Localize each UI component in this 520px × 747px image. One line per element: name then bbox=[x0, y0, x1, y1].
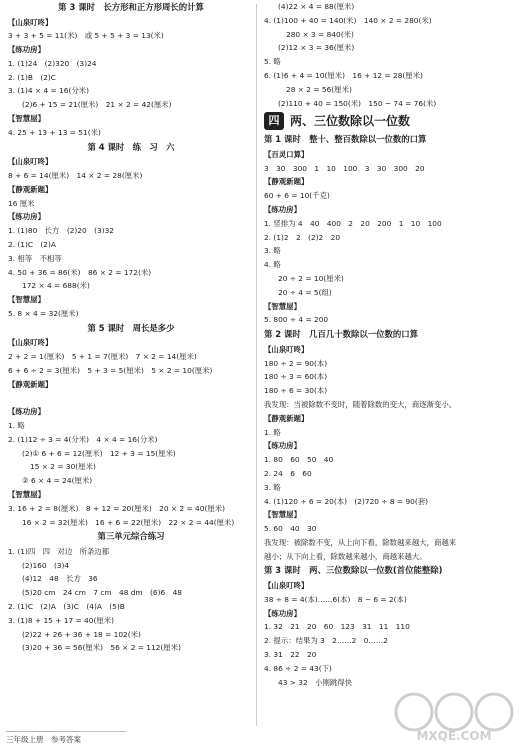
section-heading: 第 1 课时 整十、整百数除以一位数的口算 bbox=[264, 134, 427, 145]
answer-line: (4)12 48 长方 36 bbox=[22, 574, 98, 584]
answer-line: 4. (1)100 + 40 = 140(米) 140 × 2 = 280(米) bbox=[264, 15, 432, 25]
answer-line: 8 + 6 = 14(厘米) 14 × 2 = 28(厘米) bbox=[8, 170, 143, 180]
subsection-tag: 【智慧屋】 bbox=[264, 301, 301, 311]
answer-line: (2)22 + 26 + 36 + 18 = 102(米) bbox=[22, 629, 141, 639]
answer-line: 3 30 300 1 10 100 3 30 300 20 bbox=[264, 163, 425, 173]
answer-line: 5. 60 40 30 bbox=[264, 524, 317, 534]
column-divider bbox=[256, 4, 257, 726]
answer-line: 2. (1)12 ÷ 3 = 4(分米) 4 × 4 = 16(分米) bbox=[8, 434, 158, 444]
answer-line: 2 + 2 = 1(厘米) 5 + 1 = 7(厘米) 7 × 2 = 14(厘米) bbox=[8, 352, 197, 362]
unit-number-badge: 四 bbox=[264, 112, 284, 130]
answer-line: 3. 略 bbox=[264, 246, 281, 256]
subsection-tag: 【智慧屋】 bbox=[8, 114, 45, 124]
subsection-tag: 【静观新题】 bbox=[264, 177, 309, 187]
answer-line: 越小；从下向上看，除数越来越小，商越来越大。 bbox=[264, 551, 427, 561]
subsection-tag: 【智慧屋】 bbox=[8, 490, 45, 499]
answer-line: (2)110 + 40 = 150(米) 150 − 74 = 76(米) bbox=[278, 98, 437, 108]
subsection-tag: 【静观新题】 bbox=[8, 184, 53, 194]
subsection-tag: 【练功房】 bbox=[8, 407, 45, 417]
answer-line: 20 ÷ 2 = 10(厘米) bbox=[278, 274, 344, 284]
answer-line: 60 + 6 = 10(千克) bbox=[264, 191, 330, 201]
answer-line: 2. (1)B (2)C bbox=[8, 72, 56, 82]
answer-line: 6 + 6 ÷ 2 = 3(厘米) 5 + 3 = 5(厘米) 5 × 2 = 10(厘米) bbox=[8, 365, 213, 375]
subsection-tag: 【智慧屋】 bbox=[264, 510, 301, 520]
subsection-tag: 【练功房】 bbox=[8, 212, 45, 222]
answer-line: 16 × 2 = 32(厘米) 16 + 6 = 22(厘米) 22 × 2 = 44(厘米) bbox=[22, 517, 235, 527]
answer-line: 1. (1)四 四 对边 所条边都 bbox=[8, 546, 110, 556]
section-heading: 第 3 课时 长方形和正方形周长的计算 bbox=[58, 2, 204, 12]
answer-line: 28 × 2 = 56(厘米) bbox=[286, 84, 352, 94]
answer-line: 2. (1)C (2)A (3)C (4)A (5)B bbox=[8, 602, 125, 612]
subsection-tag: 【练功房】 bbox=[264, 441, 301, 451]
subsection-tag: 【练功房】 bbox=[264, 205, 301, 215]
subsection-tag: 【智慧屋】 bbox=[8, 295, 45, 305]
answer-line: (4)22 × 4 = 88(厘米) bbox=[278, 2, 355, 11]
answer-line: 我发现：当被除数不变时，随着除数的变大，商逐渐变小。 bbox=[264, 399, 457, 409]
answer-line: 3. (1)4 × 4 = 16(分米) bbox=[8, 86, 90, 96]
answer-line: 280 × 3 = 840(米) bbox=[286, 29, 354, 39]
answer-line: (2)12 × 3 = 36(厘米) bbox=[278, 43, 355, 53]
section-heading: 第 5 课时 周长是多少 bbox=[87, 322, 175, 333]
answer-line: 1. 32 21 20 60 123 31 11 110 bbox=[264, 622, 410, 632]
subsection-tag: 【山泉叮咚】 bbox=[8, 157, 53, 167]
answer-line: 1. (1)24 (2)320 (3)24 bbox=[8, 58, 97, 68]
subsection-tag: 【静观新题】 bbox=[8, 379, 53, 389]
answer-line: 4. 50 + 36 = 86(米) 86 × 2 = 172(米) bbox=[8, 267, 152, 277]
answer-line: (2)① 6 + 6 = 12(厘米) 12 + 3 = 15(厘米) bbox=[22, 448, 176, 458]
answer-line: 2. 提示：结果为 3 2……2 0……2 bbox=[264, 636, 388, 646]
answer-line: 1. 略 bbox=[8, 421, 25, 431]
page-footer: 三年级上册 参考答案 bbox=[6, 731, 126, 745]
answer-line: 43 > 32 小刚跳得快 bbox=[278, 677, 353, 687]
answer-line: 2. 24 6 60 bbox=[264, 468, 312, 478]
subsection-tag: 【练功房】 bbox=[264, 608, 301, 618]
svg-text:MXQE.COM: MXQE.COM bbox=[416, 729, 492, 743]
answer-line: (2)160 (3)4 bbox=[22, 560, 70, 570]
answer-line: 38 ÷ 8 = 4(本)……6(本) 8 − 6 = 2(本) bbox=[264, 594, 407, 604]
answer-line: ② 6 × 4 = 24(厘米) bbox=[22, 476, 93, 486]
answer-line: 3. 16 + 2 = 8(厘米) 8 + 12 = 20(厘米) 20 × 2 = 40(厘米) bbox=[8, 503, 226, 513]
watermark-stamp bbox=[392, 688, 516, 744]
answer-line: 3 + 3 + 5 = 11(米) 或 5 + 5 + 3 = 13(米) bbox=[8, 31, 164, 41]
section-heading: 第 4 课时 练 习 六 bbox=[87, 141, 175, 152]
answer-line: 172 × 4 = 688(米) bbox=[22, 281, 90, 291]
answer-line: 1. 略 bbox=[264, 427, 281, 437]
answer-line: 4. 86 ÷ 2 = 43(下) bbox=[264, 663, 332, 673]
answer-line: (2)6 + 15 = 21(厘米) 21 × 2 = 42(厘米) bbox=[22, 100, 172, 110]
right-column bbox=[264, 0, 510, 689]
answer-line: 3. (1)8 + 15 + 17 = 40(厘米) bbox=[8, 615, 115, 625]
answer-line: 3. 31 22 20 bbox=[264, 649, 317, 659]
unit-title bbox=[264, 110, 510, 132]
answer-line: 6. (1)6 + 4 = 10(厘米) 16 + 12 = 28(厘米) bbox=[264, 70, 423, 80]
answer-line: (3)20 + 36 = 56(厘米) 56 × 2 = 112(厘米) bbox=[22, 643, 181, 653]
section-heading: 第三单元综合练习 bbox=[97, 531, 165, 542]
answer-line: 3. 相等 不相等 bbox=[8, 253, 62, 263]
answer-line: 4. (1)120 ÷ 6 = 20(本) (2)720 ÷ 8 = 90(套) bbox=[264, 496, 429, 506]
answer-line: 180 ÷ 3 = 60(本) bbox=[264, 372, 328, 382]
answer-line: 1. 竖排为 4 40 400 2 20 200 1 10 100 bbox=[264, 218, 442, 228]
subsection-tag: 【百灵口算】 bbox=[264, 149, 309, 159]
answer-line: 5. 800 ÷ 4 = 200 bbox=[264, 315, 329, 325]
unit-title-text: 两、三位数除以一位数 bbox=[290, 114, 411, 129]
answer-line: 5. 略 bbox=[264, 57, 281, 67]
subsection-tag: 【静观新题】 bbox=[264, 413, 309, 423]
answer-line: 我发现：被除数不变，从上向下看，除数越来越大，商越来 bbox=[264, 537, 457, 547]
subsection-tag: 【山泉叮咚】 bbox=[264, 580, 309, 590]
answer-line: 3. 略 bbox=[264, 482, 281, 492]
answer-line: 15 × 2 = 30(厘米) bbox=[30, 462, 96, 472]
answer-line bbox=[8, 391, 254, 405]
section-heading: 第 2 课时 几百几十数除以一位数的口算 bbox=[264, 329, 419, 340]
answer-line: 180 ÷ 2 = 90(本) bbox=[264, 358, 328, 368]
answer-line: 1. 80 60 50 40 bbox=[264, 455, 334, 465]
section-heading: 第 3 课时 两、三位数除以一位数(首位能整除) bbox=[264, 565, 443, 576]
subsection-tag: 【山泉叮咚】 bbox=[264, 344, 309, 354]
subsection-tag: 【山泉叮咚】 bbox=[8, 338, 53, 348]
left-column bbox=[8, 0, 254, 655]
answer-line: (5)20 cm 24 cm 7 cm 48 dm (6)6 48 bbox=[22, 588, 182, 598]
answer-line: 4. 25 + 13 + 13 = 51(米) bbox=[8, 127, 101, 137]
subsection-tag: 【练功房】 bbox=[8, 45, 45, 55]
subsection-tag: 【山泉叮咚】 bbox=[8, 17, 53, 27]
answer-line: 4. 略 bbox=[264, 260, 281, 270]
answer-line: 5. 8 × 4 = 32(厘米) bbox=[8, 308, 79, 318]
answer-line: 180 ÷ 6 = 30(本) bbox=[264, 386, 328, 396]
answer-line: 2. (1)C (2)A bbox=[8, 239, 56, 249]
answer-line: 1. (1)80 长方 (2)20 (3)32 bbox=[8, 226, 114, 236]
answer-line: 16 厘米 bbox=[8, 198, 35, 208]
answer-line: 20 ÷ 4 = 5(组) bbox=[278, 287, 332, 297]
answer-line: 2. (1)2 2 (2)2 20 bbox=[264, 232, 341, 242]
